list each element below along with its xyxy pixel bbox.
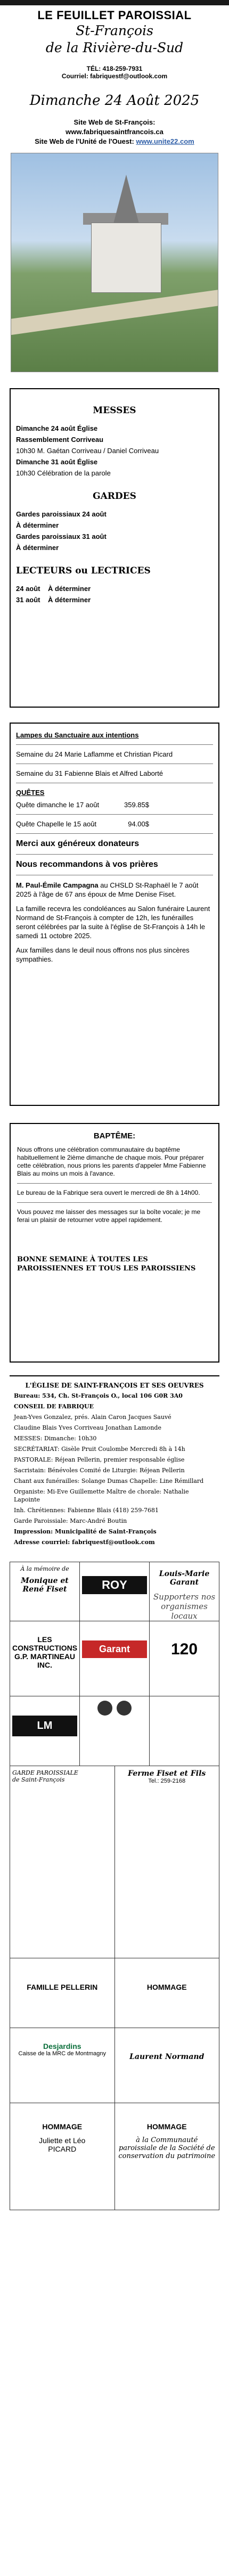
ad-garde-label: GARDE PAROISSIALE — [12, 1769, 78, 1776]
ad-laurent-name: Laurent Normand — [129, 2053, 205, 2061]
messes-info: MESSES: Dimanche: 10h30 — [14, 1435, 97, 1442]
conseil-title: CONSEIL DE FABRIQUE — [14, 1403, 94, 1410]
condoleances-text: La famille recevra les condoléances au Salon funéraire Laurent Normand de St-François à compter de 12h, les funérailles seront célébrées par la suite à l'église de St-François à 14h le samedi 11 octobre 2025. — [16, 905, 210, 940]
ad-laurent — [115, 2028, 219, 2103]
adresse-info: Adresse courriel: fabriquestf@outlook.com — [14, 1539, 155, 1546]
ad-blank — [150, 1696, 219, 1766]
parish-name-line1: St-François — [76, 23, 153, 38]
ad-hommage2: HOMMAGE — [42, 2122, 83, 2131]
lampes-title: Lampes du Sanctuaire aux intentions — [16, 731, 139, 739]
ad-garant — [80, 1621, 150, 1696]
quete-label: Quête Chapelle le 15 août — [16, 820, 97, 828]
messes-section — [10, 388, 219, 708]
secretariat-info: SECRÉTARIAT: Gisèle Pruit Coulombe Mercredi 8h à 14h — [14, 1446, 185, 1453]
ad-lm: LM — [10, 1696, 80, 1766]
garde-info: Garde Paroissiale: Marc-André Boutin — [14, 1517, 127, 1524]
ad-famille — [10, 1958, 115, 2028]
familles-text: Aux familles dans le deuil nous offrons nos plus sincères sympathies. — [16, 946, 190, 963]
messes-line: Dimanche 31 août Église — [16, 458, 98, 466]
deces-notice — [16, 881, 213, 899]
prieres-title: Nous recommandons à vos prières — [16, 860, 158, 869]
conseil-names: Claudine Blais Yves Corriveau Jonathan Lamonde — [14, 1424, 161, 1431]
ad-120: 120 — [170, 1640, 198, 1658]
bureau-address: Bureau: 534, Ch. St-François O., local 106 G0R 3A0 — [14, 1392, 183, 1399]
bapteme-title: BAPTÊME: — [93, 1131, 136, 1141]
logo-circle-icon — [117, 1701, 132, 1716]
gardes-line: À déterminer — [16, 521, 59, 529]
gardes-line: Gardes paroissiaux 24 août — [16, 510, 107, 518]
ad-hommage-picard — [10, 2103, 115, 2210]
ad-desjardins-sub: Caisse de la MRC de Montmagny — [18, 2050, 106, 2057]
messes-title: MESSES — [93, 405, 136, 416]
deces-name: M. Paul-Émile Campagna — [16, 881, 99, 889]
ad-circle-logos — [80, 1696, 150, 1766]
ad-communaute: à la Communauté paroissiale de la Société de conservation du patrimoine — [118, 2136, 216, 2160]
quete-row — [16, 820, 213, 828]
organiste-info: Organiste: Mi-Eve Guillemette Maître de chorale: Nathalie Lapointe — [14, 1488, 189, 1503]
top-bar — [0, 0, 229, 5]
eglise-info — [10, 1375, 219, 1551]
messes-line: Rassemblement Corriveau — [16, 436, 104, 444]
gardes-line: À déterminer — [16, 544, 59, 552]
ad-garde-paroissiale — [10, 1766, 115, 1958]
ad-hommage3: HOMMAGE — [146, 2122, 187, 2131]
bapteme-section — [10, 1123, 219, 1363]
header — [0, 5, 229, 145]
gardes-line: Gardes paroissiaux 31 août — [16, 532, 107, 540]
ad-hommage — [115, 1958, 219, 2028]
email: Courriel: fabriquestf@outlook.com — [61, 72, 168, 80]
merci-text: Merci aux généreux donateurs — [16, 839, 140, 848]
ad-memoire-label: À la mémoire de — [20, 1565, 69, 1572]
eglise-head: L'ÉGLISE DE SAINT-FRANÇOIS ET SES OEUVRES — [25, 1382, 204, 1389]
bapteme-text: Nous offrons une célébration communautaire du baptême habituellement le 2ième dimanche de chaque mois. Pour préparer cette célébration, nous prions les parents d'appeler Mme Fabienne Blais au moins un mois à l'avance. — [17, 1146, 206, 1177]
quete-label: Quête dimanche le 17 août — [16, 801, 100, 809]
lampes-line-2: Semaine du 31 Fabienne Blais et Alfred Laborté — [16, 769, 163, 777]
page-title: LE FEUILLET PAROISSIAL — [37, 9, 192, 22]
deces-text: au CHSLD St-Raphaël le 7 août 2025 à l'âge de 67 ans époux de Mme Denise Fiset. — [16, 881, 199, 898]
quetes-title: QUÊTES — [16, 789, 45, 797]
conseil-names: Jean-Yves Gonzalez, prés. Alain Caron Jacques Sauvé — [14, 1414, 171, 1421]
lecteurs-line: 24 août À déterminer — [16, 585, 91, 593]
bulletin-date: Dimanche 24 Août 2025 — [29, 93, 200, 109]
lampes-line-1: Semaine du 24 Marie Laflamme et Christian Picard — [16, 750, 173, 758]
ad-garde-sub: de Saint-François — [12, 1776, 65, 1783]
ad-constructions-name: LES CONSTRUCTIONS G.P. MARTINEAU INC. — [12, 1635, 78, 1669]
impression-info: Impression: Municipalité de Saint-François — [14, 1528, 157, 1535]
ad-hommage-communaute — [115, 2103, 219, 2210]
church-aerial-photo — [11, 153, 218, 372]
parish-name-line2: de la Rivière-du-Sud — [45, 40, 184, 55]
web-line-2 — [5, 137, 224, 145]
chant-info: Chant aux funérailles: Solange Dumas Chapelle: Line Rémillard — [14, 1478, 204, 1484]
ad-supporters: Supporters nos organismes locaux — [153, 1592, 216, 1621]
web-link-1[interactable]: www.fabriquesaintfrancois.ca — [66, 128, 163, 136]
inhumations-info: Inh. Chrétiennes: Fabienne Blais (418) 259-7681 — [14, 1507, 159, 1514]
messes-line: Dimanche 24 août Église — [16, 424, 98, 432]
quete-value: 359.85$ — [124, 801, 149, 809]
pastorale-info: PASTORALE: Réjean Pellerin, premier responsable église — [14, 1456, 185, 1463]
ad-garant-logo: Garant — [82, 1640, 147, 1658]
church-building — [91, 223, 161, 293]
lecteurs-line: 31 août À déterminer — [16, 596, 91, 604]
messes-line: 10h30 M. Gaétan Corriveau / Daniel Corriveau — [16, 447, 159, 455]
sacristain-info: Sacristain: Bénévoles Comité de Liturgie: Réjean Pellerin — [14, 1467, 185, 1474]
ad-desjardins-name: Desjardins — [43, 2042, 81, 2050]
ad-ferme — [115, 1766, 219, 1958]
quete-row — [16, 801, 213, 809]
ad-picard: PICARD — [48, 2145, 77, 2153]
ad-garant-memoire — [150, 1562, 219, 1621]
lampes-section — [10, 723, 219, 1106]
bureau-hours: Le bureau de la Fabrique sera ouvert le mercredi de 8h à 14h00. — [17, 1189, 200, 1196]
ad-ferme-tel: Tel.: 259-2168 — [148, 1778, 186, 1784]
ad-garant-name: Louis-Marie Garant — [159, 1570, 210, 1587]
messes-line: 10h30 Célébration de la parole — [16, 469, 111, 477]
ad-ferme-name: Ferme Fiset et Fils — [128, 1769, 206, 1778]
ad-anniversaire — [150, 1621, 219, 1696]
web-label-2: Site Web de l'Unité de l'Ouest: — [35, 137, 134, 145]
ad-memoire-text: Monique et René Fiset — [21, 1577, 69, 1594]
ad-roy: ROY — [80, 1562, 150, 1621]
quete-value: 94.00$ — [128, 820, 149, 828]
voicemail-text: Vous pouvez me laisser des messages sur la boîte vocale; je me ferai un plaisir de retourner votre appel rapidement. — [17, 1208, 201, 1224]
church-steeple — [113, 175, 139, 224]
gardes-title: GARDES — [93, 491, 136, 502]
ad-memoire — [10, 1562, 80, 1621]
logo-circle-icon — [97, 1701, 112, 1716]
web-label-1: Site Web de St-François: — [73, 118, 156, 126]
ad-constructions — [10, 1621, 80, 1696]
ad-famille-name: FAMILLE PELLERIN — [27, 1983, 98, 1991]
bonne-semaine: BONNE SEMAINE À TOUTES LES PAROISSIENNES ET TOUS LES PAROISSIENS — [17, 1256, 196, 1273]
lecteurs-title: LECTEURS ou LECTRICES — [16, 565, 151, 576]
sponsors-grid — [10, 1562, 219, 2210]
phone: TÉL: 418-259-7931 — [86, 65, 143, 72]
ad-desjardins — [10, 2028, 115, 2103]
ad-juliette: Juliette et Léo — [39, 2136, 86, 2145]
web-link-2[interactable]: www.unite22.com — [136, 137, 194, 145]
ad-hommage-label: HOMMAGE — [146, 1983, 187, 1991]
